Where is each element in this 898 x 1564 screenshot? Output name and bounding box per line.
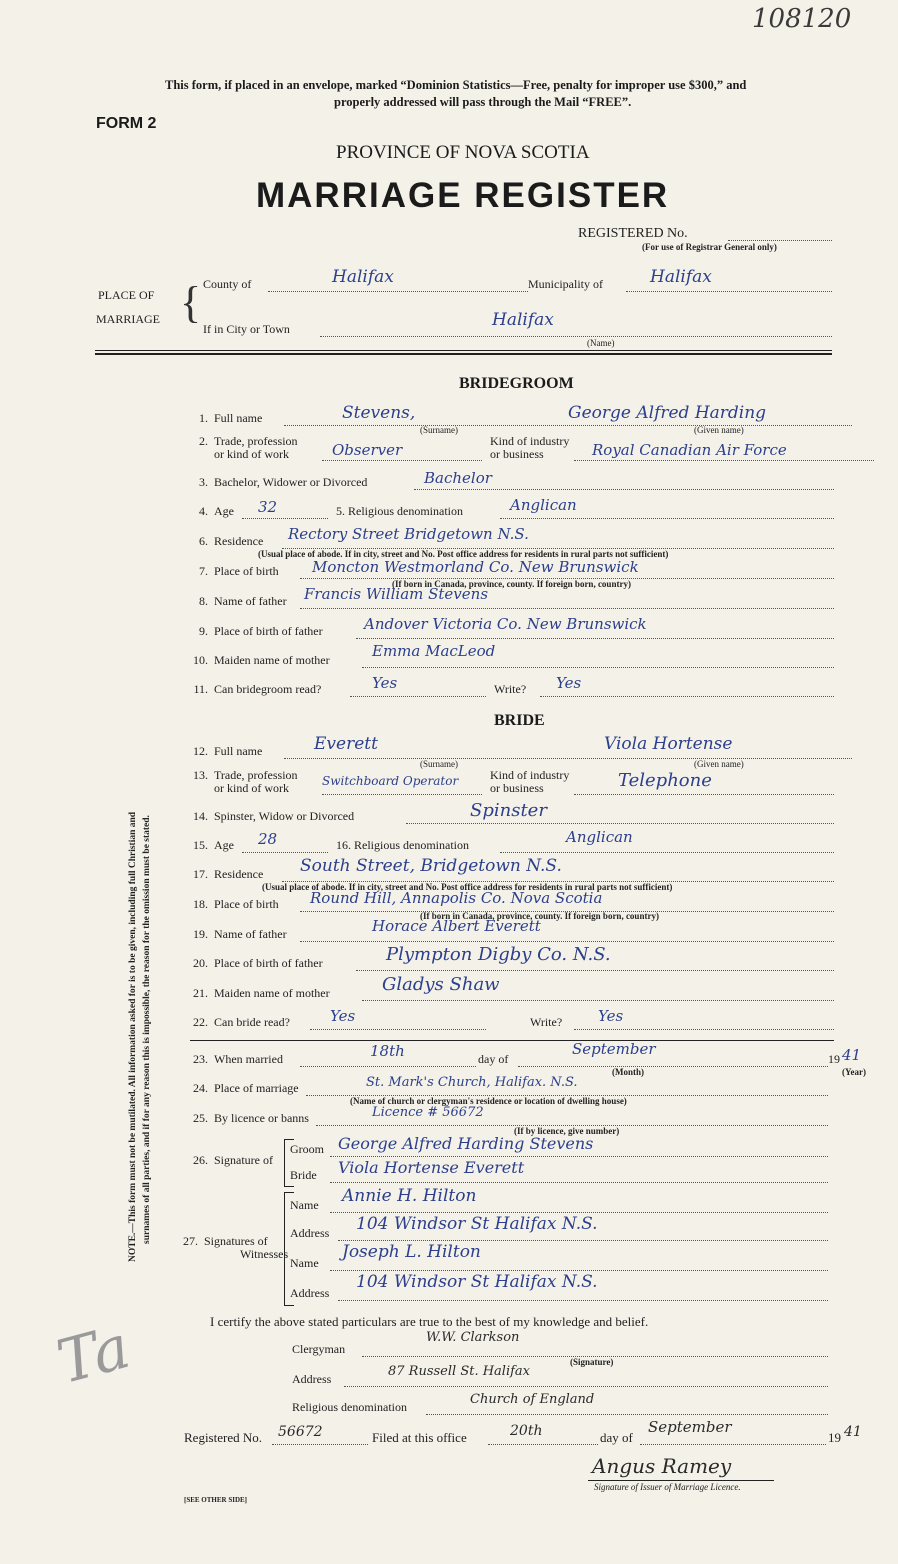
groom-given-name: George Alfred Harding — [568, 403, 767, 423]
bride-father-birthplace: Plympton Digby Co. N.S. — [386, 944, 611, 965]
issuer-signature: Angus Ramey — [592, 1454, 732, 1478]
bride-birthplace: Round Hill, Annapolis Co. Nova Scotia — [310, 889, 603, 907]
filed-year: 41 — [844, 1424, 862, 1440]
witness2-name: Joseph L. Hilton — [342, 1242, 481, 1262]
groom-father: Francis William Stevens — [304, 585, 489, 603]
province-heading: PROVINCE OF NOVA SCOTIA — [336, 142, 590, 163]
county-value: Halifax — [332, 267, 394, 287]
groom-religion: Anglican — [510, 496, 577, 514]
marriage-place: St. Mark's Church, Halifax. N.S. — [366, 1075, 578, 1090]
groom-trade: Observer — [332, 441, 403, 459]
city-label: If in City or Town — [203, 322, 290, 336]
clergyman-address: 87 Russell St. Halifax — [388, 1364, 531, 1379]
marriage-day: 18th — [370, 1042, 405, 1060]
groom-can-write: Yes — [556, 674, 582, 692]
groom-surname: Stevens, — [342, 403, 416, 423]
place-brace: { — [180, 278, 202, 327]
city-value: Halifax — [492, 310, 554, 330]
bride-surname: Everett — [314, 734, 378, 754]
bride-given-name: Viola Hortense — [604, 734, 733, 754]
groom-marital-status: Bachelor — [424, 469, 492, 487]
groom-given-note: (Given name) — [694, 425, 744, 435]
municipality-label: Municipality of — [528, 277, 603, 291]
groom-can-read: Yes — [372, 674, 398, 692]
bride-industry: Telephone — [618, 770, 712, 791]
groom-fullname-label: Full name — [214, 411, 263, 425]
bride-mother: Gladys Shaw — [382, 974, 500, 995]
bride-heading: BRIDE — [494, 712, 545, 729]
issuer-note: Signature of Issuer of Marriage Licence. — [594, 1482, 741, 1492]
bride-trade: Switchboard Operator — [322, 774, 459, 788]
bride-can-write: Yes — [598, 1007, 624, 1025]
groom-signature: George Alfred Harding Stevens — [338, 1134, 594, 1153]
groom-mother: Emma MacLeod — [372, 642, 496, 660]
filed-day: 20th — [510, 1423, 543, 1439]
marriage-year: 41 — [842, 1046, 862, 1064]
certification-statement: I certify the above stated particulars are true to the best of my knowledge and belief. — [210, 1314, 649, 1329]
bride-can-read: Yes — [330, 1007, 356, 1025]
bridegroom-heading: BRIDEGROOM — [459, 375, 574, 392]
side-note-line2: surnames of all parties, and if for any reason this is impossible, the reason for the omission must be stated. — [142, 815, 152, 1244]
mail-notice-line2: properly addressed will pass through the Mail “FREE”. — [334, 95, 632, 109]
witness2-address: 104 Windsor St Halifax N.S. — [356, 1272, 598, 1292]
marriage-register-form: 108120 This form, if placed in an envelope, marked “Dominion Statistics—Free, penalty for improper use $300,” and properly addressed will pass through the Mail “FREE”. FORM 2 PROVINCE OF NOVA SCOTIA MARRIAGE REGISTER REGISTERED No. (For use of Registrar General only) PLACE OF MARRIAGE { County of Halifax Municipality of Halifax If in City or Town Halifax (Name) NOTE.—This form must not be mutilated. All information asked for is to be given, including full Christian and surnames of all parties, and if for any reason this is impossible, the reason for the omission must be stated. Ta BRIDEGROOM 1. Full name Stevens, George Alfred Harding (Surname) (Given name) 2. Trade, profession or kind of work Observer Kind of industry or business Royal Canadian Air Force 3. Bachelor, Widower or Divorced Bachelor 4. Age 32 5. Religious denomination Anglican 6. Residence Rectory Street Bridgetown N.S. (Usual place of abode. If in city, street and No. Post office address for residents in rural parts not sufficient) 7. Place of birth Moncton Westmorland Co. New Brunswick (If born in Canada, province, county. If foreign born, country) 8. Name of father Francis William Stevens 9. Place of birth of father Andover Victoria Co. New Brunswick 10. Maiden name of mother Emma MacLeod 11. Can bridegroom read? Yes Write? Yes BRIDE 12. Full name Everett Viola Hortense (Surname) (Given name) 13. Trade, profession or kind of work Switchboard Operator Kind of industry or business Telephone 14. Spinster, Widow or Divorced Spinster 15. Age 28 16. Religious denomination Anglican 17. Residence South Street, Bridgetown N.S. (Usual place of abode. If in city, street and No. Post office address for residents in rural parts not sufficient) 18. Place of birth Round Hill, Annapolis Co. Nova Scotia (If born in Canada, province, county. If foreign born, country) 19. Name of father Horace Albert Everett 20. Place of birth of father Plympton Digby Co. N.S. 21. Maiden name of mother Gladys Shaw 22. Can bride read? Yes Write? Yes 23. When married 18th day of September 19 41 (Month) (Year) 24. Place of marriage St. Mark's Church, Halifax. N.S. (Name of church or clergyman's residence or location of dwelling house) 25. By licence or banns Licence # 56672 (If by licence, give number) 26. Signature of Groom George Alfred Harding Stevens Bride Viola Hortense Everett 27. Signatures of Witnesses Name Annie H. Hilton Address 104 Windsor St Halifax N.S. Name Joseph L. Hilton Address 104 Windsor St Halifax N.S. I certify the above stated particulars are true to the best of my knowledge and belief. Clergyman W.W. Clarkson (Signature) Address 87 Russell St. Halifax Religious denomination Church of England Registered No. 56672 Filed at this office 20th day of September 19 41 Angus Ramey Signature of Issuer of Marriage Licence. [SEE OTHER SIDE] — [0, 0, 898, 1564]
bride-residence: South Street, Bridgetown N.S. — [300, 856, 562, 876]
registered-number: 56672 — [278, 1424, 323, 1440]
marriage-month: September — [572, 1040, 656, 1058]
municipality-value: Halifax — [650, 267, 712, 287]
margin-mark: Ta — [50, 1311, 137, 1399]
filed-month: September — [648, 1418, 732, 1436]
see-other-side: [SEE OTHER SIDE] — [184, 1496, 248, 1504]
groom-residence: Rectory Street Bridgetown N.S. — [288, 525, 529, 543]
bride-age: 28 — [258, 830, 278, 848]
groom-birthplace: Moncton Westmorland Co. New Brunswick — [312, 558, 639, 576]
groom-surname-note: (Surname) — [420, 425, 458, 435]
side-note-line1: NOTE.—This form must not be mutilated. All information asked for is to be given, including full Christian and — [128, 811, 138, 1262]
witness1-address: 104 Windsor St Halifax N.S. — [356, 1214, 598, 1234]
bride-father: Horace Albert Everett — [372, 917, 541, 935]
clergyman-signature: W.W. Clarkson — [426, 1330, 520, 1345]
registered-no-label: REGISTERED No. — [578, 226, 688, 241]
registrar-note: (For use of Registrar General only) — [642, 242, 777, 252]
name-note: (Name) — [587, 338, 615, 348]
witness1-name: Annie H. Hilton — [342, 1186, 477, 1206]
mail-notice-line1: This form, if placed in an envelope, marked “Dominion Statistics—Free, penalty for improper use $300,” and — [165, 78, 747, 92]
groom-industry: Royal Canadian Air Force — [592, 441, 787, 459]
groom-age: 32 — [258, 498, 278, 516]
form-title: MARRIAGE REGISTER — [256, 176, 670, 215]
clergyman-religion: Church of England — [470, 1392, 595, 1407]
place-of-label: PLACE OF — [98, 288, 155, 302]
document-number: 108120 — [752, 4, 852, 34]
marriage-label: MARRIAGE — [96, 312, 161, 326]
form-label: FORM 2 — [96, 115, 157, 132]
groom-birth-note: (If born in Canada, province, county. If foreign born, country) — [392, 579, 631, 589]
groom-father-birthplace: Andover Victoria Co. New Brunswick — [364, 615, 647, 633]
groom-residence-note: (Usual place of abode. If in city, street and No. Post office address for residents in rural parts not sufficient) — [258, 549, 669, 559]
bride-religion: Anglican — [566, 828, 633, 846]
county-label: County of — [203, 277, 252, 291]
bride-marital-status: Spinster — [470, 800, 547, 821]
licence-number: Licence # 56672 — [372, 1105, 484, 1120]
registered-no-line — [728, 240, 832, 241]
bride-signature: Viola Hortense Everett — [338, 1158, 525, 1177]
